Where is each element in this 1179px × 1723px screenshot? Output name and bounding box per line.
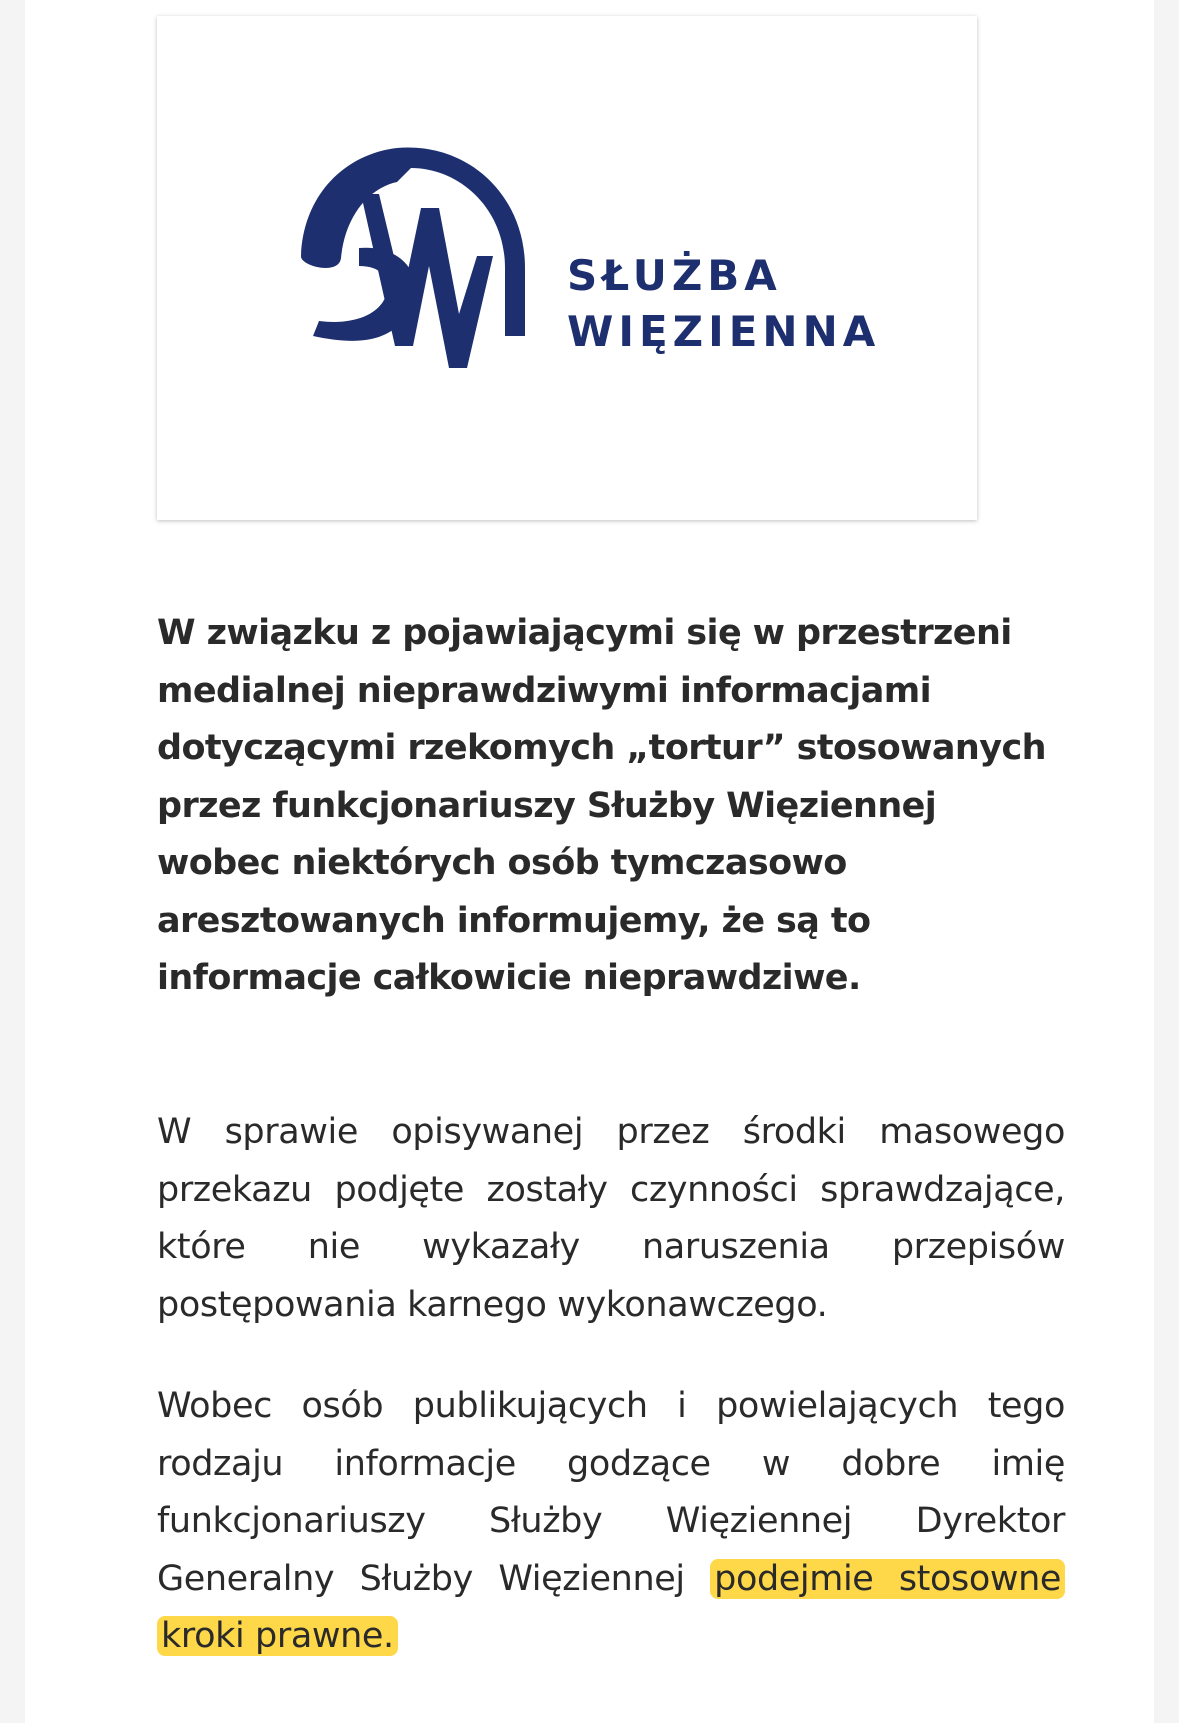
body-paragraph-2-text: Wobec osób publikujących i powielających tego rodzaju informacje godzące w dobre imię funkcjonariuszy Służby Więziennej Dyrektor Generalny Służby Więziennej bbox=[157, 1386, 1065, 1599]
logo-image bbox=[157, 16, 977, 520]
logo-line1: SŁUŻBA bbox=[567, 251, 782, 300]
article-page bbox=[25, 0, 1154, 1723]
sw-emblem-icon bbox=[299, 146, 529, 371]
body-paragraph-1: W sprawie opisywanej przez środki masowego przekazu podjęte zostały czynności sprawdzające, które nie wykazały naruszenia przepisów postępowania karnego wykonawczego. bbox=[157, 1112, 1065, 1325]
logo-wordmark bbox=[567, 248, 880, 360]
lead-paragraph: W związku z pojawiającymi się w przestrzeni medialnej nieprawdziwymi informacjami dotyczącymi rzekomych „tortur” stosowanych przez funkcjonariuszy Służby Więziennej wobec niektórych osób tymczasowo aresztowanych informujemy, że są to informacje całkowicie nieprawdziwe. bbox=[157, 613, 1046, 998]
body-paragraph-2 bbox=[157, 1378, 1065, 1666]
highlighted-text: podejmie stosowne kroki prawne. bbox=[157, 1559, 1065, 1657]
logo-line2: WIĘZIENNA bbox=[567, 307, 881, 356]
